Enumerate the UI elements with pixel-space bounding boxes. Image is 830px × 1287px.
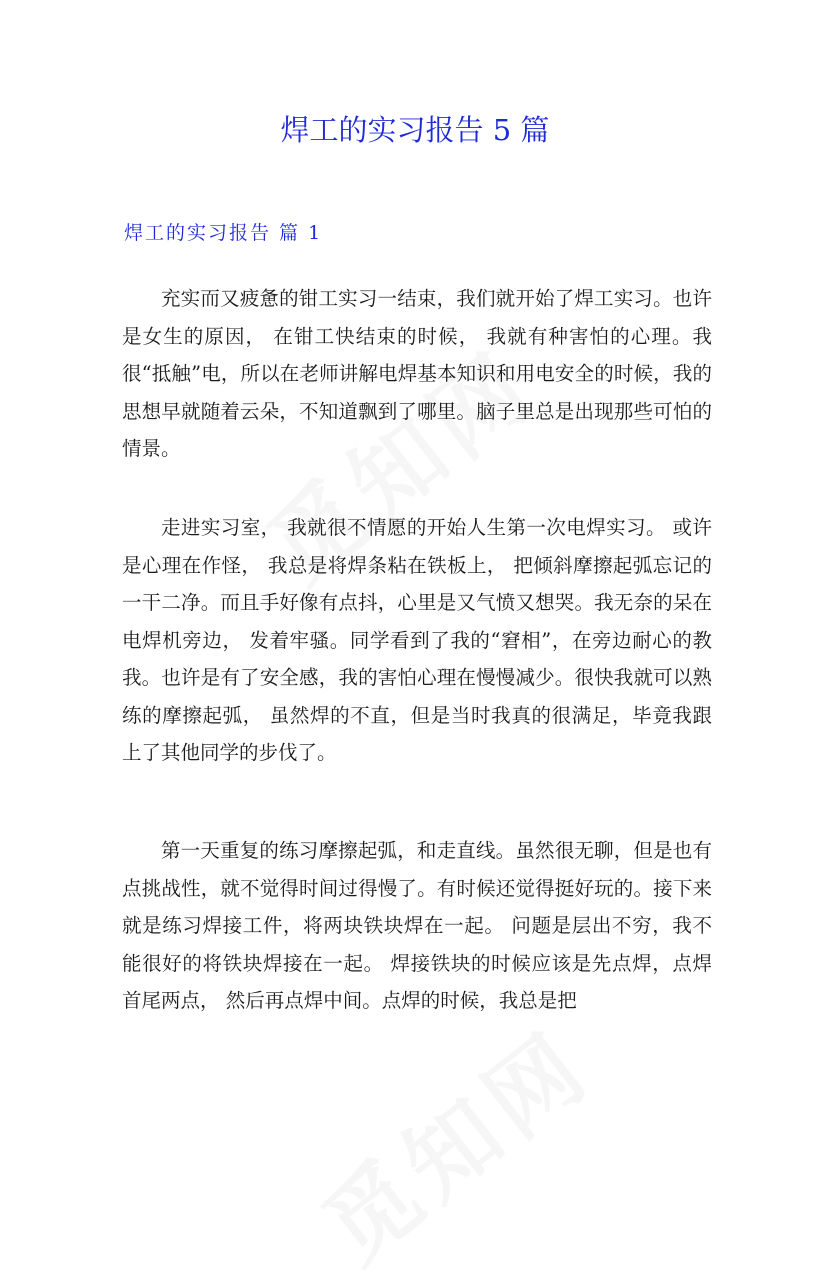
paragraph: 走进实习室， 我就很不情愿的开始人生第一次电焊实习。 或许是心理在作怪， 我总是将焊条粘在铁板上， 把倾斜摩擦起弧忘记的一干二净。而且手好像有点抖，心里是又气愤又想哭。我无奈的呆在电焊机旁边， 发着牢骚。同学看到了我的“窘相”，在旁边耐心的教我。也许是有了安全感，我的害怕心理在慢慢减少。很快我就可以熟练的摩擦起弧， 虽然焊的不直，但是当时我真的很满足，毕竟我跟上了其他同学的步伐了。	[122, 516, 712, 764]
paragraph: 第一天重复的练习摩擦起弧，和走直线。虽然很无聊，但是也有点挑战性，就不觉得时间过得慢了。有时候还觉得挺好玩的。接下来就是练习焊接工件，将两块铁块焊在一起。 问题是层出不穷，我不能很好的将铁块焊接在一起。 焊接铁块的时候应该是先点焊，点焊首尾两点， 然后再点焊中间。点焊的时候，我总是把	[122, 839, 712, 1012]
watermark-mark	[292, 995, 614, 1287]
paragraph: 充实而又疲惫的钳工实习一结束，我们就开始了焊工实习。也许是女生的原因， 在钳工快结束的时候， 我就有种害怕的心理。我很“抵触”电，所以在老师讲解电焊基本知识和用电安全的时候，我的思想早就随着云朵，不知道飘到了哪里。脑子里总是出现那些可怕的情景。	[122, 287, 712, 460]
section-heading: 焊工的实习报告 篇 1	[124, 222, 323, 244]
document-title: 焊工的实习报告 5 篇	[280, 113, 550, 147]
